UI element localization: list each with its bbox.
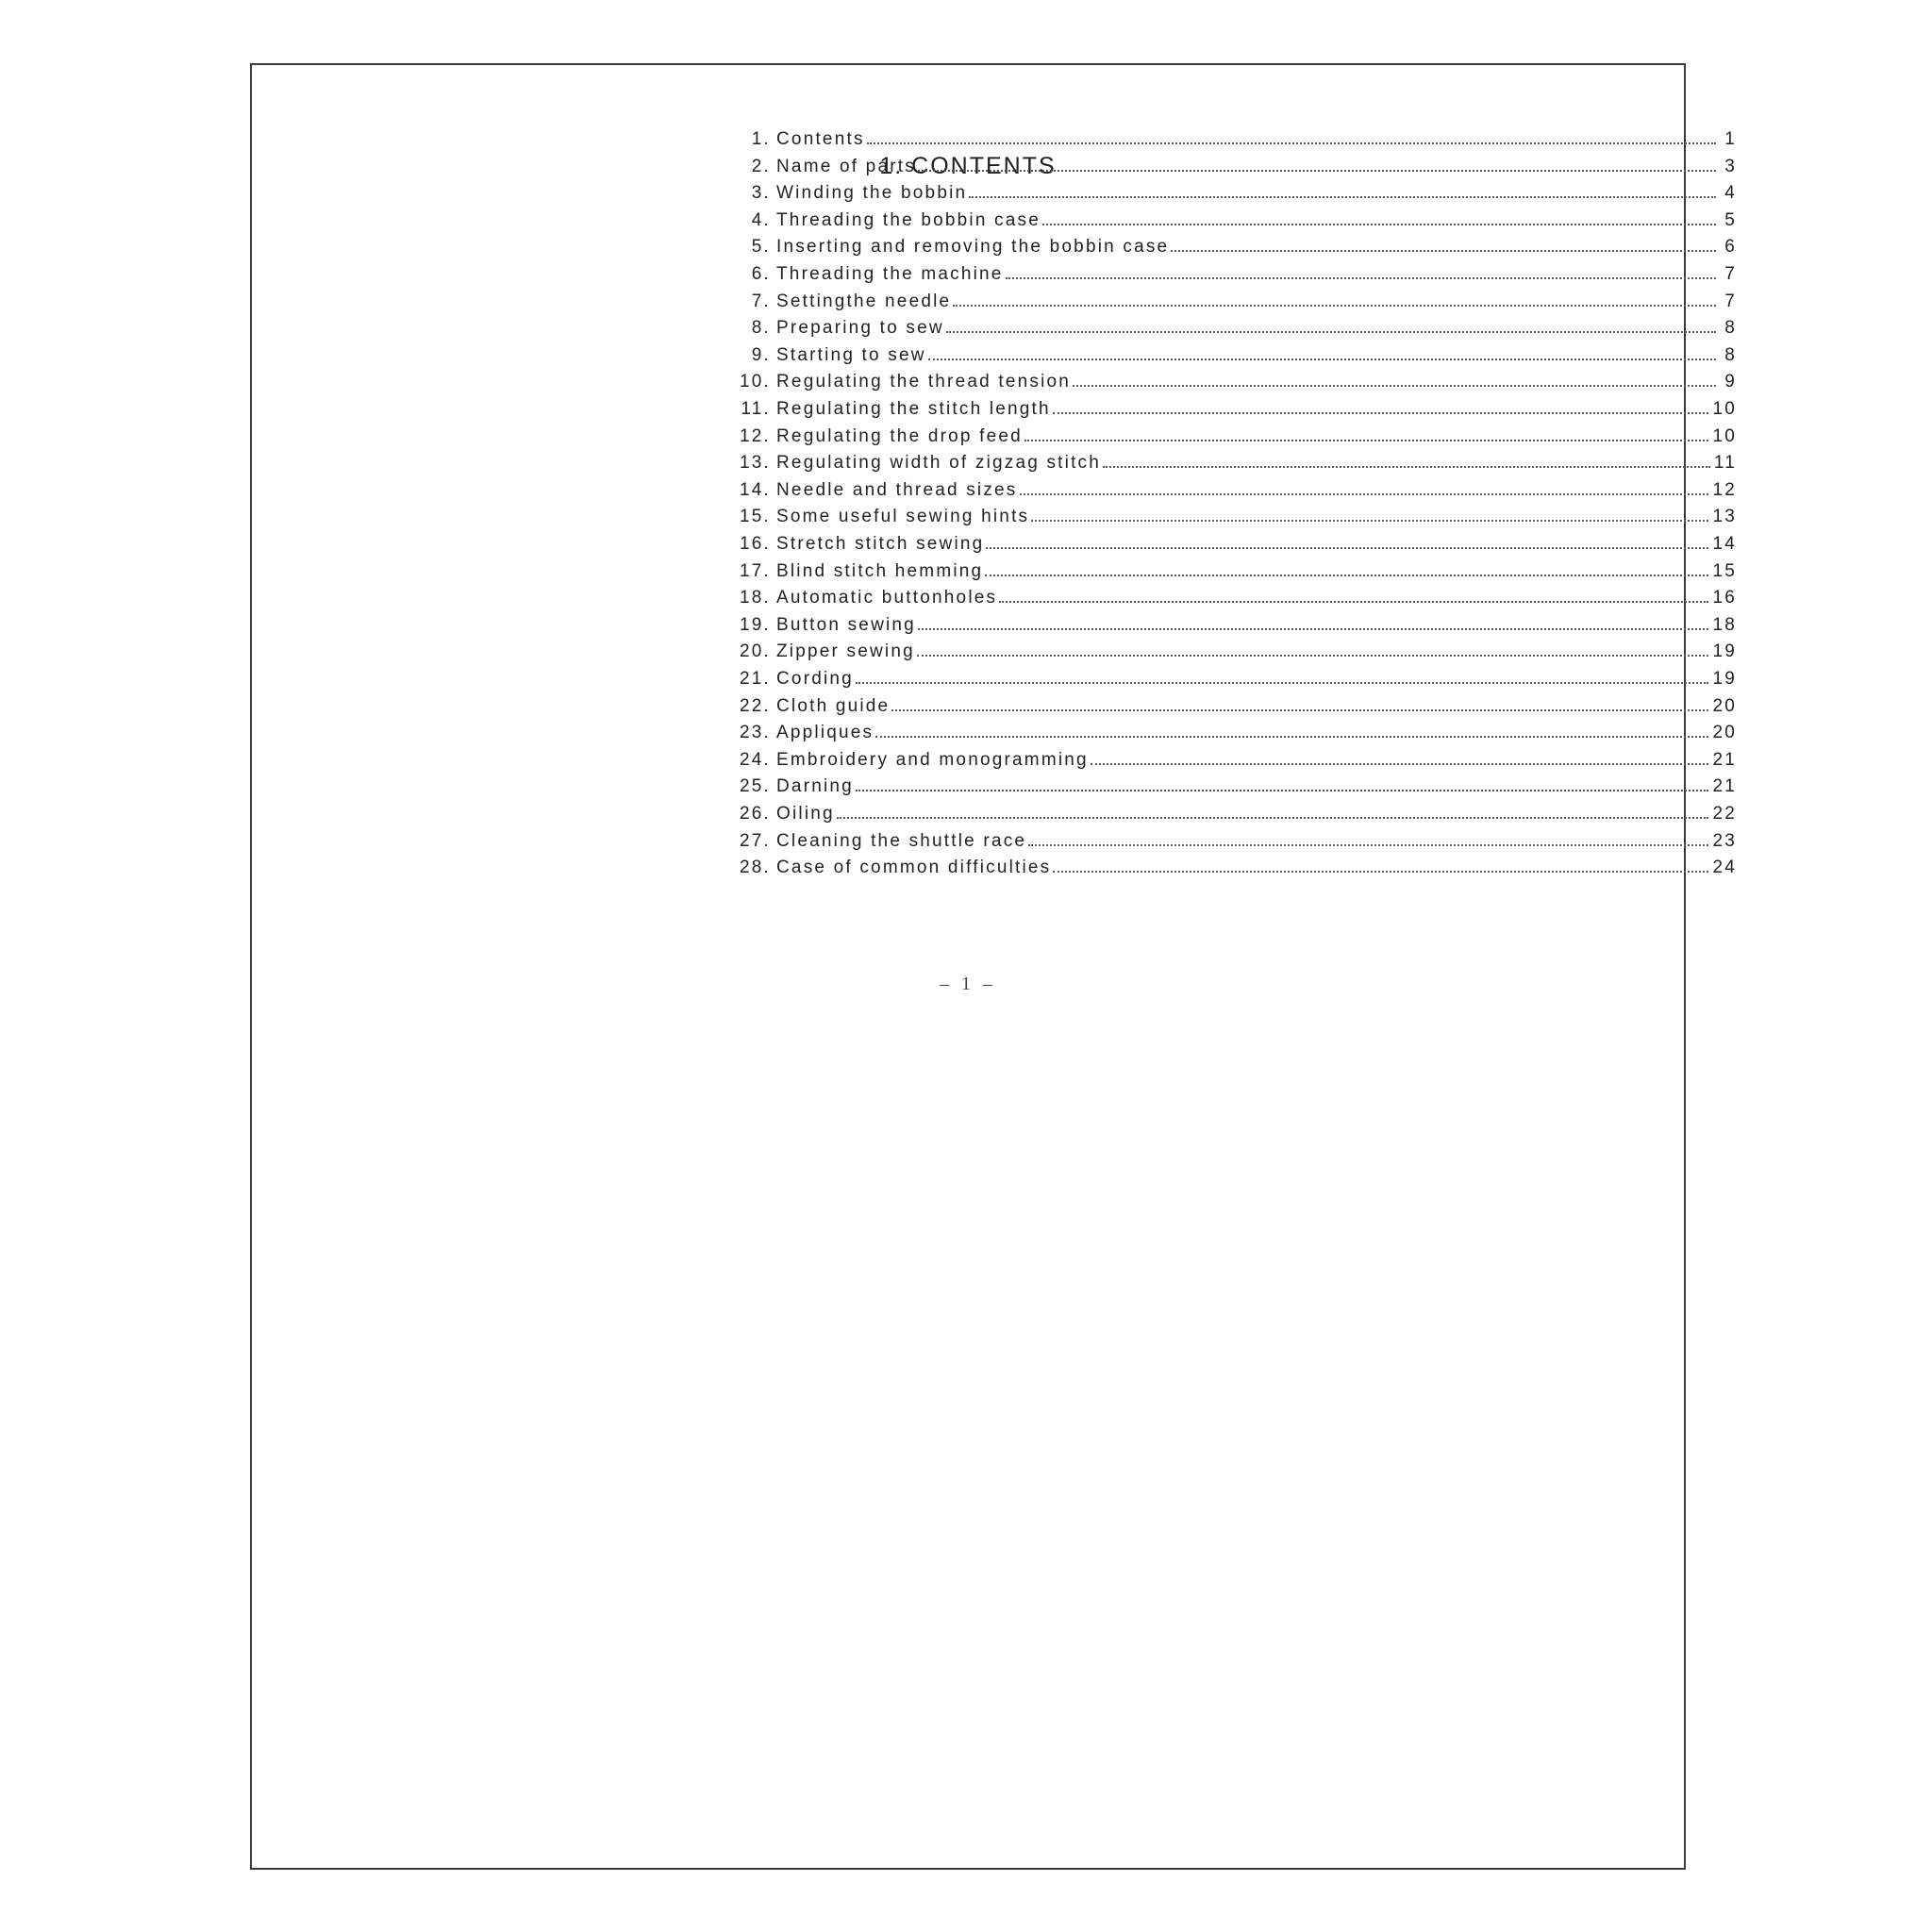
toc-dot-leader <box>985 575 1708 576</box>
toc-entry-label: Threading the bobbin case <box>776 209 1041 230</box>
toc-entry-label: Oiling <box>776 804 835 824</box>
toc-entry-label: Regulating width of zigzag stitch <box>776 453 1102 474</box>
toc-entry <box>725 284 1737 310</box>
toc-entry-number: 5. <box>751 237 771 258</box>
toc-entry-number: 17. <box>739 560 771 581</box>
toc-entry-label: Appliques <box>776 723 874 743</box>
toc-entry-number: 25. <box>739 776 771 797</box>
toc-entry <box>725 526 1737 553</box>
toc-dot-leader <box>837 817 1709 819</box>
toc-entry-number: 26. <box>739 804 771 824</box>
toc-entry-page: 23 <box>1712 830 1737 851</box>
toc-entry <box>725 257 1737 283</box>
toc-entry-page: 10 <box>1712 399 1737 419</box>
toc-entry-page: 7 <box>1724 264 1737 284</box>
toc-entry-label: Needle and thread sizes <box>776 479 1018 500</box>
toc-entry <box>725 634 1737 660</box>
toc-entry-label: Stretch stitch sewing <box>776 534 985 554</box>
toc-dot-leader <box>1091 763 1709 765</box>
toc-entry-page: 4 <box>1724 183 1737 204</box>
toc-entry-page: 15 <box>1712 560 1737 581</box>
toc-entry-page: 12 <box>1712 479 1737 500</box>
toc-dot-leader <box>867 142 1716 144</box>
toc-entry-number: 21. <box>739 669 771 689</box>
toc-entry-number: 22. <box>739 695 771 716</box>
toc-entry-number: 15. <box>739 507 771 527</box>
toc-entry-page: 20 <box>1712 723 1737 743</box>
toc-dot-leader <box>856 682 1709 684</box>
toc-entry-number: 16. <box>739 534 771 554</box>
toc-dot-leader <box>918 628 1709 630</box>
toc-entry <box>725 445 1737 472</box>
toc-entry-page: 9 <box>1724 372 1737 392</box>
toc-entry <box>725 796 1737 823</box>
toc-entry-number: 12. <box>739 425 771 446</box>
toc-entry-page: 19 <box>1712 641 1737 662</box>
toc-entry <box>725 769 1737 795</box>
toc-dot-leader <box>856 790 1709 791</box>
page-frame <box>250 63 1737 1870</box>
toc-entry-label: Starting to sew <box>776 344 926 365</box>
toc-entry-page: 8 <box>1724 318 1737 339</box>
toc-entry <box>725 364 1737 391</box>
toc-entry <box>725 850 1737 876</box>
toc-dot-leader <box>946 331 1716 333</box>
toc-entry-page: 21 <box>1712 749 1737 770</box>
toc-entry-number: 24. <box>739 749 771 770</box>
toc-entry-number: 14. <box>739 479 771 500</box>
toc-dot-leader <box>953 305 1716 307</box>
toc-entry-number: 11. <box>741 399 771 419</box>
toc-entry-page: 24 <box>1712 858 1737 878</box>
toc-dot-leader <box>1073 385 1716 387</box>
toc-entry <box>725 661 1737 688</box>
toc-dot-leader <box>891 709 1708 711</box>
toc-dot-leader <box>969 196 1716 198</box>
toc-entry-number: 2. <box>751 156 771 176</box>
toc-entry-number: 18. <box>739 588 771 608</box>
toc-entry-number: 28. <box>739 858 771 878</box>
toc-dot-leader <box>1028 844 1708 846</box>
toc-entry-label: Darning <box>776 776 854 797</box>
toc-entry <box>725 580 1737 607</box>
toc-entry-number: 23. <box>739 723 771 743</box>
toc-entry-label: Name of parts <box>776 156 916 176</box>
toc-entry-number: 8. <box>751 318 771 339</box>
toc-entry-label: Zipper sewing <box>776 641 915 662</box>
toc-dot-leader <box>1042 224 1716 225</box>
toc-entry-number: 13. <box>739 453 771 474</box>
toc-entry-page: 10 <box>1712 425 1737 446</box>
toc-entry <box>725 689 1737 715</box>
table-of-contents <box>252 65 1737 1868</box>
toc-entry <box>725 203 1737 229</box>
toc-entry <box>725 122 1737 148</box>
toc-entry-page: 22 <box>1712 804 1737 824</box>
toc-entry-page: 20 <box>1712 695 1737 716</box>
toc-entry <box>725 608 1737 634</box>
toc-entry-page: 11 <box>1713 453 1737 474</box>
toc-entry <box>725 229 1737 256</box>
page-title: 1. CONTENTS <box>879 153 1057 179</box>
toc-entry-label: Blind stitch hemming <box>776 560 984 581</box>
toc-entry-label: Regulating the thread tension <box>776 372 1072 392</box>
toc-entry-number: 27. <box>739 830 771 851</box>
toc-entry-label: Cleaning the shuttle race <box>776 830 1027 851</box>
toc-entry-page: 13 <box>1712 507 1737 527</box>
toc-entry-label: Cording <box>776 669 854 689</box>
toc-dot-leader <box>1053 412 1709 414</box>
toc-entry <box>725 310 1737 337</box>
toc-entry-page: 7 <box>1724 291 1737 311</box>
toc-entry-label: Contents <box>776 129 865 149</box>
toc-entry-number: 10. <box>739 372 771 392</box>
toc-entry-number: 9. <box>751 344 771 365</box>
toc-entry-page: 14 <box>1712 534 1737 554</box>
toc-entry-label: Threading the machine <box>776 264 1004 284</box>
toc-dot-leader <box>1053 871 1708 873</box>
toc-dot-leader <box>986 547 1708 549</box>
toc-entry-number: 3. <box>751 183 771 204</box>
toc-entry <box>725 419 1737 445</box>
toc-entry-label: Winding the bobbin <box>776 183 968 204</box>
toc-entry <box>725 149 1737 175</box>
toc-entry-number: 1. <box>751 129 771 149</box>
toc-dot-leader <box>875 736 1708 738</box>
toc-entry-page: 5 <box>1724 209 1737 230</box>
page-number: – 1 – <box>940 974 996 994</box>
toc-entry-label: Settingthe needle <box>776 291 952 311</box>
toc-entry-page: 21 <box>1712 776 1737 797</box>
toc-entry-label: Button sewing <box>776 614 916 635</box>
toc-entry-page: 1 <box>1724 129 1737 149</box>
toc-entry <box>725 338 1737 364</box>
toc-entry-page: 16 <box>1712 588 1737 608</box>
toc-entry-label: Embroidery and monogramming <box>776 749 1089 770</box>
toc-entry <box>725 742 1737 769</box>
toc-entry-number: 4. <box>751 209 771 230</box>
toc-entry <box>725 391 1737 418</box>
toc-entry-label: Regulating the drop feed <box>776 425 1023 446</box>
toc-entry-label: Inserting and removing the bobbin case <box>776 237 1170 258</box>
toc-entry-page: 18 <box>1712 614 1737 635</box>
toc-entry-page: 3 <box>1724 156 1737 176</box>
toc-dot-leader <box>999 601 1708 603</box>
toc-dot-leader <box>928 358 1716 360</box>
toc-entry <box>725 473 1737 499</box>
toc-dot-leader <box>1020 493 1709 495</box>
toc-entry <box>725 175 1737 202</box>
toc-entry-number: 19. <box>739 614 771 635</box>
toc-dot-leader <box>1103 466 1710 468</box>
toc-entry <box>725 499 1737 525</box>
toc-dot-leader <box>1024 440 1709 441</box>
toc-entry <box>725 554 1737 580</box>
toc-dot-leader <box>1006 277 1716 279</box>
toc-entry-label: Automatic buttonholes <box>776 588 998 608</box>
toc-dot-leader <box>1171 250 1716 252</box>
toc-entry <box>725 824 1737 850</box>
toc-entry-label: Some useful sewing hints <box>776 507 1030 527</box>
toc-entry-page: 8 <box>1724 344 1737 365</box>
toc-entry-page: 6 <box>1724 237 1737 258</box>
toc-entry-page: 19 <box>1712 669 1737 689</box>
toc-entry-number: 7. <box>751 291 771 311</box>
toc-dot-leader <box>918 170 1716 172</box>
toc-entry-label: Preparing to sew <box>776 318 944 339</box>
toc-entry-label: Cloth guide <box>776 695 891 716</box>
toc-dot-leader <box>917 655 1709 657</box>
toc-entry-label: Regulating the stitch length <box>776 399 1051 419</box>
toc-entry-number: 20. <box>739 641 771 662</box>
toc-entry <box>725 715 1737 741</box>
toc-entry-label: Case of common difficulties <box>776 858 1052 878</box>
toc-dot-leader <box>1031 520 1708 522</box>
toc-entry-number: 6. <box>751 264 771 284</box>
